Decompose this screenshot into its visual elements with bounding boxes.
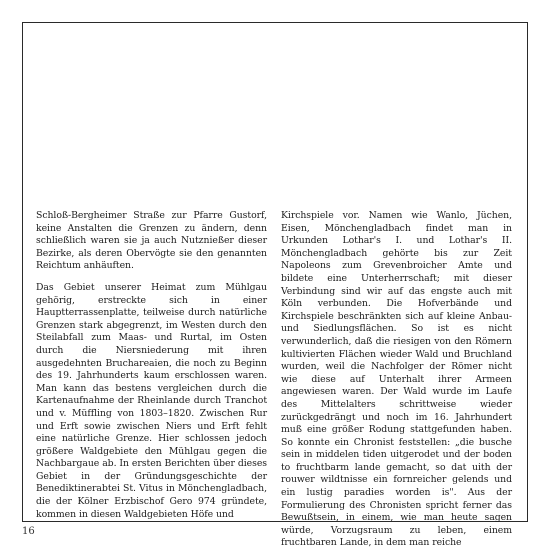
text-column-left <box>36 210 267 530</box>
paragraph: Kirchspiele vor. Namen wie Wanlo, Jüchen, Eisen, Mönchengladbach findet man in Urkunden Lothar's I. und Lothar's II. Mönchengladbach gehörte bis zur Zeit Napoleons zum Grevenbroicher Amte und bildete eine Unterherrschaft; mit dieser Verbindung sind wir auf das engste auch mit Köln verbunden. Die Hofverbände und Kirchspiele beschränkten sich auf kleine Anbau- und Siedlungsflächen. So ist es nicht verwunderlich, daß die riesigen von den Römern kultivierten Flächen wieder Wald und Bruchland wurden, weil die Nachfolger der Römer nicht wie diese auf Unterhalt ihrer Armeen angewiesen waren. Der Wald wurde im Laufe des Mittelalters schrittweise wieder zurückgedrängt und noch im 16. Jahrhundert muß eine größer Rodung stattgefunden haben. So konnte ein Chronist feststellen: „die busche sein in middelen tiden uitgerodet und der boden to fruchtbarm lande gemacht, so dat uith der rouwer wildtnisse ein fornreicher gelends und ein lustig paradies worden is". Aus der Formulierung des Chronisten spricht ferner das Bewußtsein, in einem, wie man heute sagen würde, Vorzugsraum zu leben, einem fruchtbaren Lande, in dem man reiche <box>281 210 512 549</box>
paragraph: Schloß-Bergheimer Straße zur Pfarre Gustorf, keine Anstalten die Grenzen zu ändern, denn schließlich waren sie ja auch Nutznießer dieser Bezirke, als deren Obervögte sie den genannten Reichtum anhäuften. <box>36 210 267 272</box>
paragraph: Das Gebiet unserer Heimat zum Mühlgau gehörig, erstreckte sich in einer Hauptterrassenplatte, teilweise durch natürliche Grenzen stark abgegrenzt, im Westen durch den Steilabfall zum Maas- und Rurtal, im Osten durch die Niersniederung mit ihren ausgedehnten Bruchareaien, die noch zu Beginn des 19. Jahrhunderts kaum erschlossen waren. Man kann das bestens vergleichen durch die Kartenaufnahme der Rheinlande durch Tranchot und v. Müffling von 1803–1820. Zwischen Rur und Erft sowie zwischen Niers und Erft fehlt eine natürliche Grenze. Hier schlossen jedoch größere Waldgebiete den Mühlgau gegen die Nachbargaue ab. In ersten Berichten über dieses Gebiet in der Gründungsgeschichte der Benediktinerabtei St. Vitus in Mönchengladbach, die der Kölner Erzbischof Gero 974 gründete, kommen in diesen Waldgebieten Höfe und <box>36 281 267 520</box>
text-column-right <box>281 210 512 559</box>
page-number: 16 <box>22 526 35 537</box>
